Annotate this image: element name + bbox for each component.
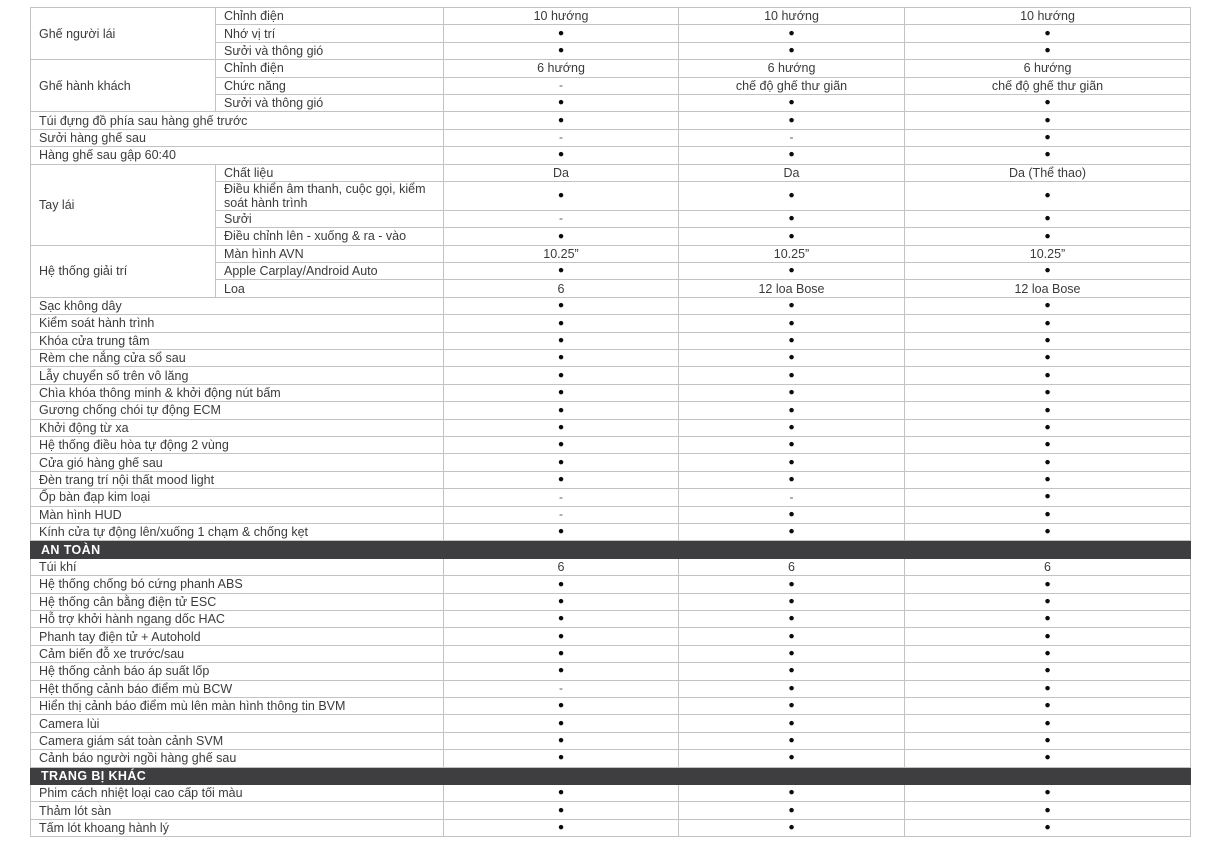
feature-label: Hệt thống cảnh báo điểm mù BCW bbox=[31, 680, 444, 697]
feature-label: Màn hình AVN bbox=[216, 245, 444, 262]
table-row bbox=[31, 715, 1191, 732]
included-dot: ● bbox=[905, 680, 1191, 697]
feature-label: Hàng ghế sau gập 60:40 bbox=[31, 147, 444, 164]
included-dot: ● bbox=[444, 436, 679, 453]
table-row bbox=[31, 60, 1191, 77]
included-dot: ● bbox=[679, 332, 905, 349]
included-dot: ● bbox=[905, 332, 1191, 349]
feature-label: Cảnh báo người ngồi hàng ghế sau bbox=[31, 750, 444, 767]
included-dot: ● bbox=[679, 112, 905, 129]
value-cell: chế độ ghế thư giãn bbox=[679, 77, 905, 94]
table-row bbox=[31, 593, 1191, 610]
included-dot: ● bbox=[905, 25, 1191, 42]
section-header-label: AN TOÀN bbox=[31, 541, 1191, 559]
included-dot: ● bbox=[905, 367, 1191, 384]
feature-label: Loa bbox=[216, 280, 444, 297]
included-dot: ● bbox=[444, 471, 679, 488]
value-cell: chế độ ghế thư giãn bbox=[905, 77, 1191, 94]
value-cell: 6 bbox=[444, 558, 679, 575]
included-dot: ● bbox=[679, 297, 905, 314]
feature-label: Màn hình HUD bbox=[31, 506, 444, 523]
included-dot: ● bbox=[905, 645, 1191, 662]
included-dot: ● bbox=[444, 785, 679, 802]
included-dot: ● bbox=[679, 210, 905, 227]
feature-label: Camera giám sát toàn cảnh SVM bbox=[31, 732, 444, 749]
value-cell: Da bbox=[679, 164, 905, 181]
table-row bbox=[31, 367, 1191, 384]
table-row bbox=[31, 332, 1191, 349]
feature-label: Hệ thống cân bằng điện tử ESC bbox=[31, 593, 444, 610]
included-dot: ● bbox=[679, 785, 905, 802]
table-row bbox=[31, 315, 1191, 332]
not-available-dash: - bbox=[444, 506, 679, 523]
included-dot: ● bbox=[679, 663, 905, 680]
feature-label: Túi đựng đồ phía sau hàng ghế trước bbox=[31, 112, 444, 129]
table-row bbox=[31, 402, 1191, 419]
included-dot: ● bbox=[444, 112, 679, 129]
value-cell: 10.25” bbox=[679, 245, 905, 262]
included-dot: ● bbox=[444, 611, 679, 628]
table-row bbox=[31, 436, 1191, 453]
included-dot: ● bbox=[905, 402, 1191, 419]
value-cell: 10 hướng bbox=[679, 8, 905, 25]
included-dot: ● bbox=[679, 593, 905, 610]
feature-label: Lẫy chuyển số trên vô lăng bbox=[31, 367, 444, 384]
included-dot: ● bbox=[679, 367, 905, 384]
feature-label: Kính cửa tự động lên/xuống 1 chạm & chống kẹt bbox=[31, 523, 444, 540]
included-dot: ● bbox=[444, 750, 679, 767]
included-dot: ● bbox=[444, 523, 679, 540]
feature-label: Sưởi và thông gió bbox=[216, 94, 444, 111]
table-row bbox=[31, 112, 1191, 129]
table-row bbox=[31, 454, 1191, 471]
value-cell: 10.25” bbox=[905, 245, 1191, 262]
included-dot: ● bbox=[679, 42, 905, 59]
included-dot: ● bbox=[444, 576, 679, 593]
feature-label: Hệ thống cảnh báo áp suất lốp bbox=[31, 663, 444, 680]
included-dot: ● bbox=[679, 645, 905, 662]
not-available-dash: - bbox=[679, 129, 905, 146]
feature-label: Rèm che nắng cửa sổ sau bbox=[31, 350, 444, 367]
not-available-dash: - bbox=[444, 210, 679, 227]
table-row bbox=[31, 523, 1191, 540]
feature-label: Phanh tay điện tử + Autohold bbox=[31, 628, 444, 645]
included-dot: ● bbox=[444, 147, 679, 164]
table-row bbox=[31, 645, 1191, 662]
included-dot: ● bbox=[905, 454, 1191, 471]
feature-label: Ốp bàn đạp kim loại bbox=[31, 489, 444, 506]
feature-label: Chỉnh điện bbox=[216, 8, 444, 25]
feature-label: Hệ thống chống bó cứng phanh ABS bbox=[31, 576, 444, 593]
included-dot: ● bbox=[444, 802, 679, 819]
included-dot: ● bbox=[905, 210, 1191, 227]
feature-label: Hỗ trợ khởi hành ngang dốc HAC bbox=[31, 611, 444, 628]
table-row bbox=[31, 611, 1191, 628]
included-dot: ● bbox=[905, 384, 1191, 401]
feature-label: Điều chỉnh lên - xuống & ra - vào bbox=[216, 228, 444, 245]
included-dot: ● bbox=[679, 94, 905, 111]
included-dot: ● bbox=[905, 94, 1191, 111]
included-dot: ● bbox=[444, 819, 679, 836]
feature-label: Sưởi bbox=[216, 210, 444, 227]
included-dot: ● bbox=[905, 315, 1191, 332]
included-dot: ● bbox=[905, 611, 1191, 628]
not-available-dash: - bbox=[444, 129, 679, 146]
included-dot: ● bbox=[444, 367, 679, 384]
value-cell: 12 loa Bose bbox=[905, 280, 1191, 297]
included-dot: ● bbox=[679, 263, 905, 280]
section-header-row bbox=[31, 541, 1191, 559]
feature-label: Khóa cửa trung tâm bbox=[31, 332, 444, 349]
included-dot: ● bbox=[444, 593, 679, 610]
included-dot: ● bbox=[905, 750, 1191, 767]
feature-label: Chỉnh điện bbox=[216, 60, 444, 77]
included-dot: ● bbox=[679, 802, 905, 819]
table-row bbox=[31, 489, 1191, 506]
value-cell: 10 hướng bbox=[905, 8, 1191, 25]
included-dot: ● bbox=[905, 715, 1191, 732]
table-row bbox=[31, 350, 1191, 367]
included-dot: ● bbox=[679, 25, 905, 42]
value-cell: Da bbox=[444, 164, 679, 181]
included-dot: ● bbox=[679, 523, 905, 540]
table-row bbox=[31, 697, 1191, 714]
feature-group-label: Hệ thống giải trí bbox=[31, 245, 216, 297]
value-cell: 6 hướng bbox=[905, 60, 1191, 77]
feature-label: Chất liệu bbox=[216, 164, 444, 181]
included-dot: ● bbox=[679, 471, 905, 488]
included-dot: ● bbox=[905, 471, 1191, 488]
included-dot: ● bbox=[444, 94, 679, 111]
included-dot: ● bbox=[444, 384, 679, 401]
value-cell: 6 bbox=[679, 558, 905, 575]
feature-label: Hiển thị cảnh báo điểm mù lên màn hình thông tin BVM bbox=[31, 697, 444, 714]
equipment-spec-table bbox=[30, 7, 1191, 837]
feature-label: Gương chống chói tự động ECM bbox=[31, 402, 444, 419]
feature-group-label: Ghế người lái bbox=[31, 8, 216, 60]
included-dot: ● bbox=[905, 489, 1191, 506]
value-cell: 6 hướng bbox=[444, 60, 679, 77]
table-row bbox=[31, 576, 1191, 593]
included-dot: ● bbox=[905, 419, 1191, 436]
value-cell: 6 bbox=[905, 558, 1191, 575]
included-dot: ● bbox=[679, 576, 905, 593]
included-dot: ● bbox=[444, 715, 679, 732]
table-row bbox=[31, 558, 1191, 575]
feature-group-label: Ghế hành khách bbox=[31, 60, 216, 112]
included-dot: ● bbox=[679, 147, 905, 164]
table-row bbox=[31, 297, 1191, 314]
included-dot: ● bbox=[679, 315, 905, 332]
included-dot: ● bbox=[905, 506, 1191, 523]
feature-label: Phim cách nhiệt loại cao cấp tối màu bbox=[31, 785, 444, 802]
included-dot: ● bbox=[444, 663, 679, 680]
included-dot: ● bbox=[444, 181, 679, 210]
table-row bbox=[31, 245, 1191, 262]
included-dot: ● bbox=[444, 419, 679, 436]
feature-label: Túi khí bbox=[31, 558, 444, 575]
included-dot: ● bbox=[444, 228, 679, 245]
feature-label: Camera lùi bbox=[31, 715, 444, 732]
feature-label: Sưởi hàng ghế sau bbox=[31, 129, 444, 146]
included-dot: ● bbox=[444, 350, 679, 367]
included-dot: ● bbox=[679, 384, 905, 401]
included-dot: ● bbox=[905, 576, 1191, 593]
table-row bbox=[31, 147, 1191, 164]
included-dot: ● bbox=[679, 750, 905, 767]
spec-table-body bbox=[31, 8, 1191, 837]
feature-label: Kiểm soát hành trình bbox=[31, 315, 444, 332]
included-dot: ● bbox=[905, 436, 1191, 453]
included-dot: ● bbox=[444, 732, 679, 749]
table-row bbox=[31, 732, 1191, 749]
value-cell: 6 hướng bbox=[679, 60, 905, 77]
included-dot: ● bbox=[905, 42, 1191, 59]
included-dot: ● bbox=[679, 732, 905, 749]
included-dot: ● bbox=[905, 523, 1191, 540]
included-dot: ● bbox=[679, 402, 905, 419]
included-dot: ● bbox=[905, 732, 1191, 749]
feature-label: Đèn trang trí nội thất mood light bbox=[31, 471, 444, 488]
table-row bbox=[31, 628, 1191, 645]
included-dot: ● bbox=[679, 628, 905, 645]
feature-label: Thảm lót sàn bbox=[31, 802, 444, 819]
table-row bbox=[31, 663, 1191, 680]
table-row bbox=[31, 471, 1191, 488]
table-row bbox=[31, 419, 1191, 436]
feature-label: Khởi động từ xa bbox=[31, 419, 444, 436]
included-dot: ● bbox=[905, 263, 1191, 280]
feature-label: Điều khiển âm thanh, cuộc gọi, kiểm soát hành trình bbox=[216, 181, 444, 210]
feature-label: Sạc không dây bbox=[31, 297, 444, 314]
included-dot: ● bbox=[905, 593, 1191, 610]
included-dot: ● bbox=[444, 332, 679, 349]
included-dot: ● bbox=[679, 350, 905, 367]
not-available-dash: - bbox=[444, 77, 679, 94]
included-dot: ● bbox=[444, 628, 679, 645]
value-cell: Da (Thể thao) bbox=[905, 164, 1191, 181]
included-dot: ● bbox=[905, 350, 1191, 367]
included-dot: ● bbox=[679, 419, 905, 436]
included-dot: ● bbox=[905, 663, 1191, 680]
feature-label: Nhớ vị trí bbox=[216, 25, 444, 42]
included-dot: ● bbox=[679, 680, 905, 697]
table-row bbox=[31, 819, 1191, 836]
included-dot: ● bbox=[905, 628, 1191, 645]
feature-label: Tấm lót khoang hành lý bbox=[31, 819, 444, 836]
table-row bbox=[31, 785, 1191, 802]
included-dot: ● bbox=[905, 228, 1191, 245]
value-cell: 12 loa Bose bbox=[679, 280, 905, 297]
included-dot: ● bbox=[905, 112, 1191, 129]
included-dot: ● bbox=[444, 297, 679, 314]
feature-label: Apple Carplay/Android Auto bbox=[216, 263, 444, 280]
included-dot: ● bbox=[679, 181, 905, 210]
included-dot: ● bbox=[679, 454, 905, 471]
included-dot: ● bbox=[905, 181, 1191, 210]
not-available-dash: - bbox=[679, 489, 905, 506]
included-dot: ● bbox=[905, 697, 1191, 714]
included-dot: ● bbox=[444, 454, 679, 471]
table-row bbox=[31, 164, 1191, 181]
included-dot: ● bbox=[679, 715, 905, 732]
not-available-dash: - bbox=[444, 489, 679, 506]
feature-group-label: Tay lái bbox=[31, 164, 216, 245]
included-dot: ● bbox=[444, 25, 679, 42]
feature-label: Hệ thống điều hòa tự động 2 vùng bbox=[31, 436, 444, 453]
feature-label: Sưởi và thông gió bbox=[216, 42, 444, 59]
included-dot: ● bbox=[905, 297, 1191, 314]
section-header-row bbox=[31, 767, 1191, 785]
included-dot: ● bbox=[444, 42, 679, 59]
included-dot: ● bbox=[444, 402, 679, 419]
table-row bbox=[31, 802, 1191, 819]
included-dot: ● bbox=[444, 315, 679, 332]
included-dot: ● bbox=[679, 611, 905, 628]
not-available-dash: - bbox=[444, 680, 679, 697]
value-cell: 10.25” bbox=[444, 245, 679, 262]
included-dot: ● bbox=[679, 506, 905, 523]
feature-label: Chìa khóa thông minh & khởi động nút bấm bbox=[31, 384, 444, 401]
feature-label: Cửa gió hàng ghế sau bbox=[31, 454, 444, 471]
included-dot: ● bbox=[444, 263, 679, 280]
included-dot: ● bbox=[679, 697, 905, 714]
feature-label: Chức năng bbox=[216, 77, 444, 94]
included-dot: ● bbox=[679, 436, 905, 453]
section-header-label: TRANG BỊ KHÁC bbox=[31, 767, 1191, 785]
table-row bbox=[31, 129, 1191, 146]
included-dot: ● bbox=[905, 785, 1191, 802]
included-dot: ● bbox=[905, 129, 1191, 146]
value-cell: 10 hướng bbox=[444, 8, 679, 25]
included-dot: ● bbox=[905, 147, 1191, 164]
included-dot: ● bbox=[905, 819, 1191, 836]
included-dot: ● bbox=[444, 645, 679, 662]
table-row bbox=[31, 750, 1191, 767]
feature-label: Cảm biến đỗ xe trước/sau bbox=[31, 645, 444, 662]
included-dot: ● bbox=[444, 697, 679, 714]
table-row bbox=[31, 680, 1191, 697]
table-row bbox=[31, 8, 1191, 25]
table-row bbox=[31, 384, 1191, 401]
included-dot: ● bbox=[679, 228, 905, 245]
value-cell: 6 bbox=[444, 280, 679, 297]
included-dot: ● bbox=[679, 819, 905, 836]
table-row bbox=[31, 506, 1191, 523]
included-dot: ● bbox=[905, 802, 1191, 819]
